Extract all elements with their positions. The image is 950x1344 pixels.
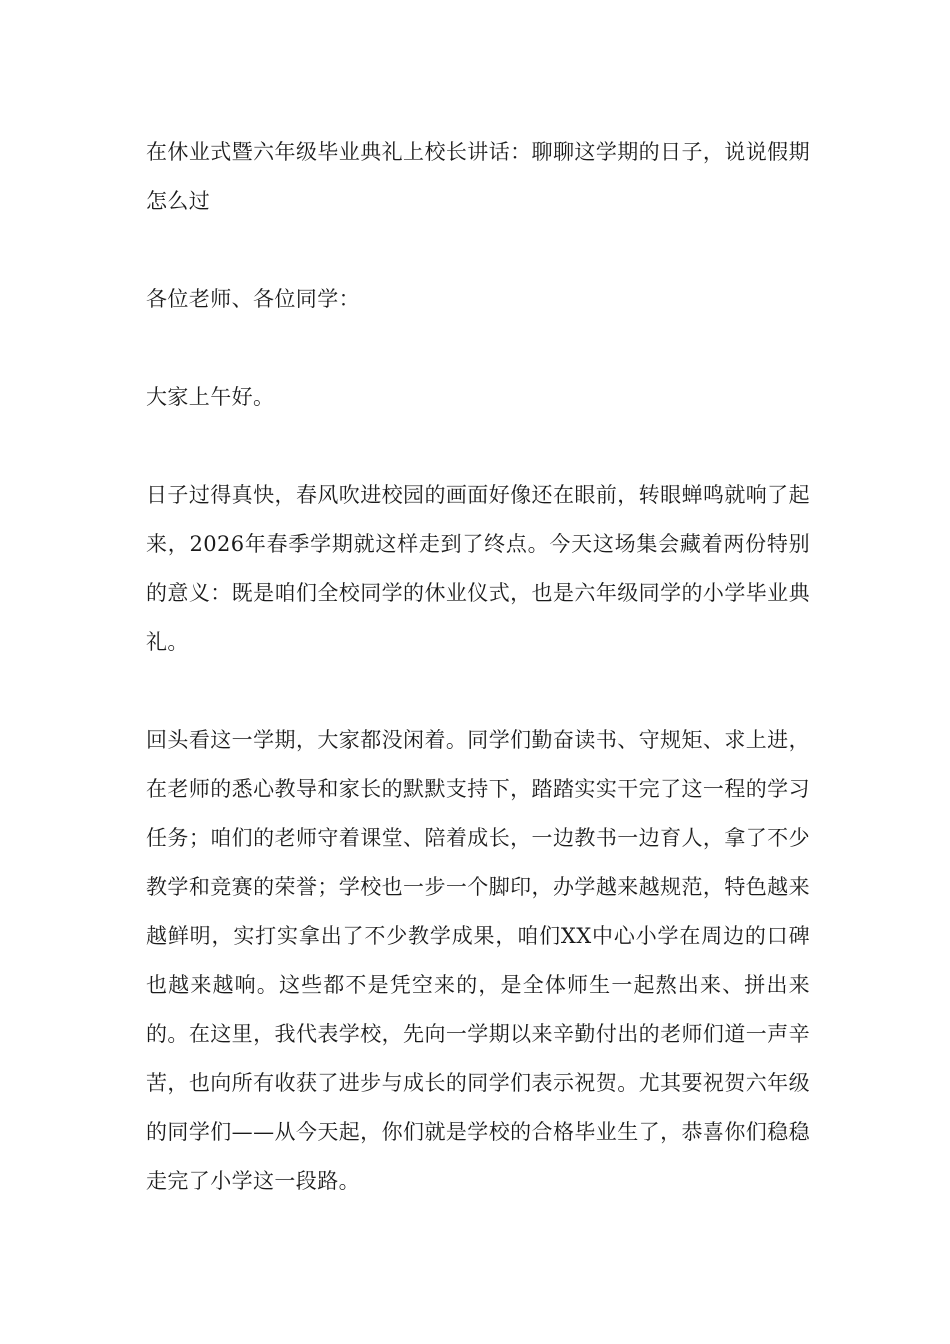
paragraph-2: 回头看这一学期，大家都没闲着。同学们勤奋读书、守规矩、求上进，在老师的悉心教导和家长的默默支持下，踏踏实实干完了这一程的学习任务；咱们的老师守着课堂、陪着成长，一边教书一边育人，拿了不少教学和竞赛的荣誉；学校也一步一个脚印，办学越来越规范，特色越来越鲜明，实打实拿出了不少教学成果，咱们XX中心小学在周边的口碑也越来越响。这些都不是凭空来的，是全体师生一起熬出来、拼出来的。在这里，我代表学校，先向一学期以来辛勤付出的老师们道一声辛苦，也向所有收获了进步与成长的同学们表示祝贺。尤其要祝贺六年级的同学们——从今天起，你们就是学校的合格毕业生了，恭喜你们稳稳走完了小学这一段路。 xyxy=(146,728,810,1193)
salutation: 各位老师、各位同学： xyxy=(146,287,360,311)
document-title: 在休业式暨六年级毕业典礼上校长讲话：聊聊这学期的日子，说说假期怎么过 xyxy=(146,140,810,213)
greeting: 大家上午好。 xyxy=(146,385,275,409)
document-body xyxy=(146,128,810,1255)
paragraph-1: 日子过得真快，春风吹进校园的画面好像还在眼前，转眼蝉鸣就响了起来，2026年春季学期就这样走到了终点。今天这场集会藏着两份特别的意义：既是咱们全校同学的休业仪式，也是六年级同学的小学毕业典礼。 xyxy=(146,483,810,654)
